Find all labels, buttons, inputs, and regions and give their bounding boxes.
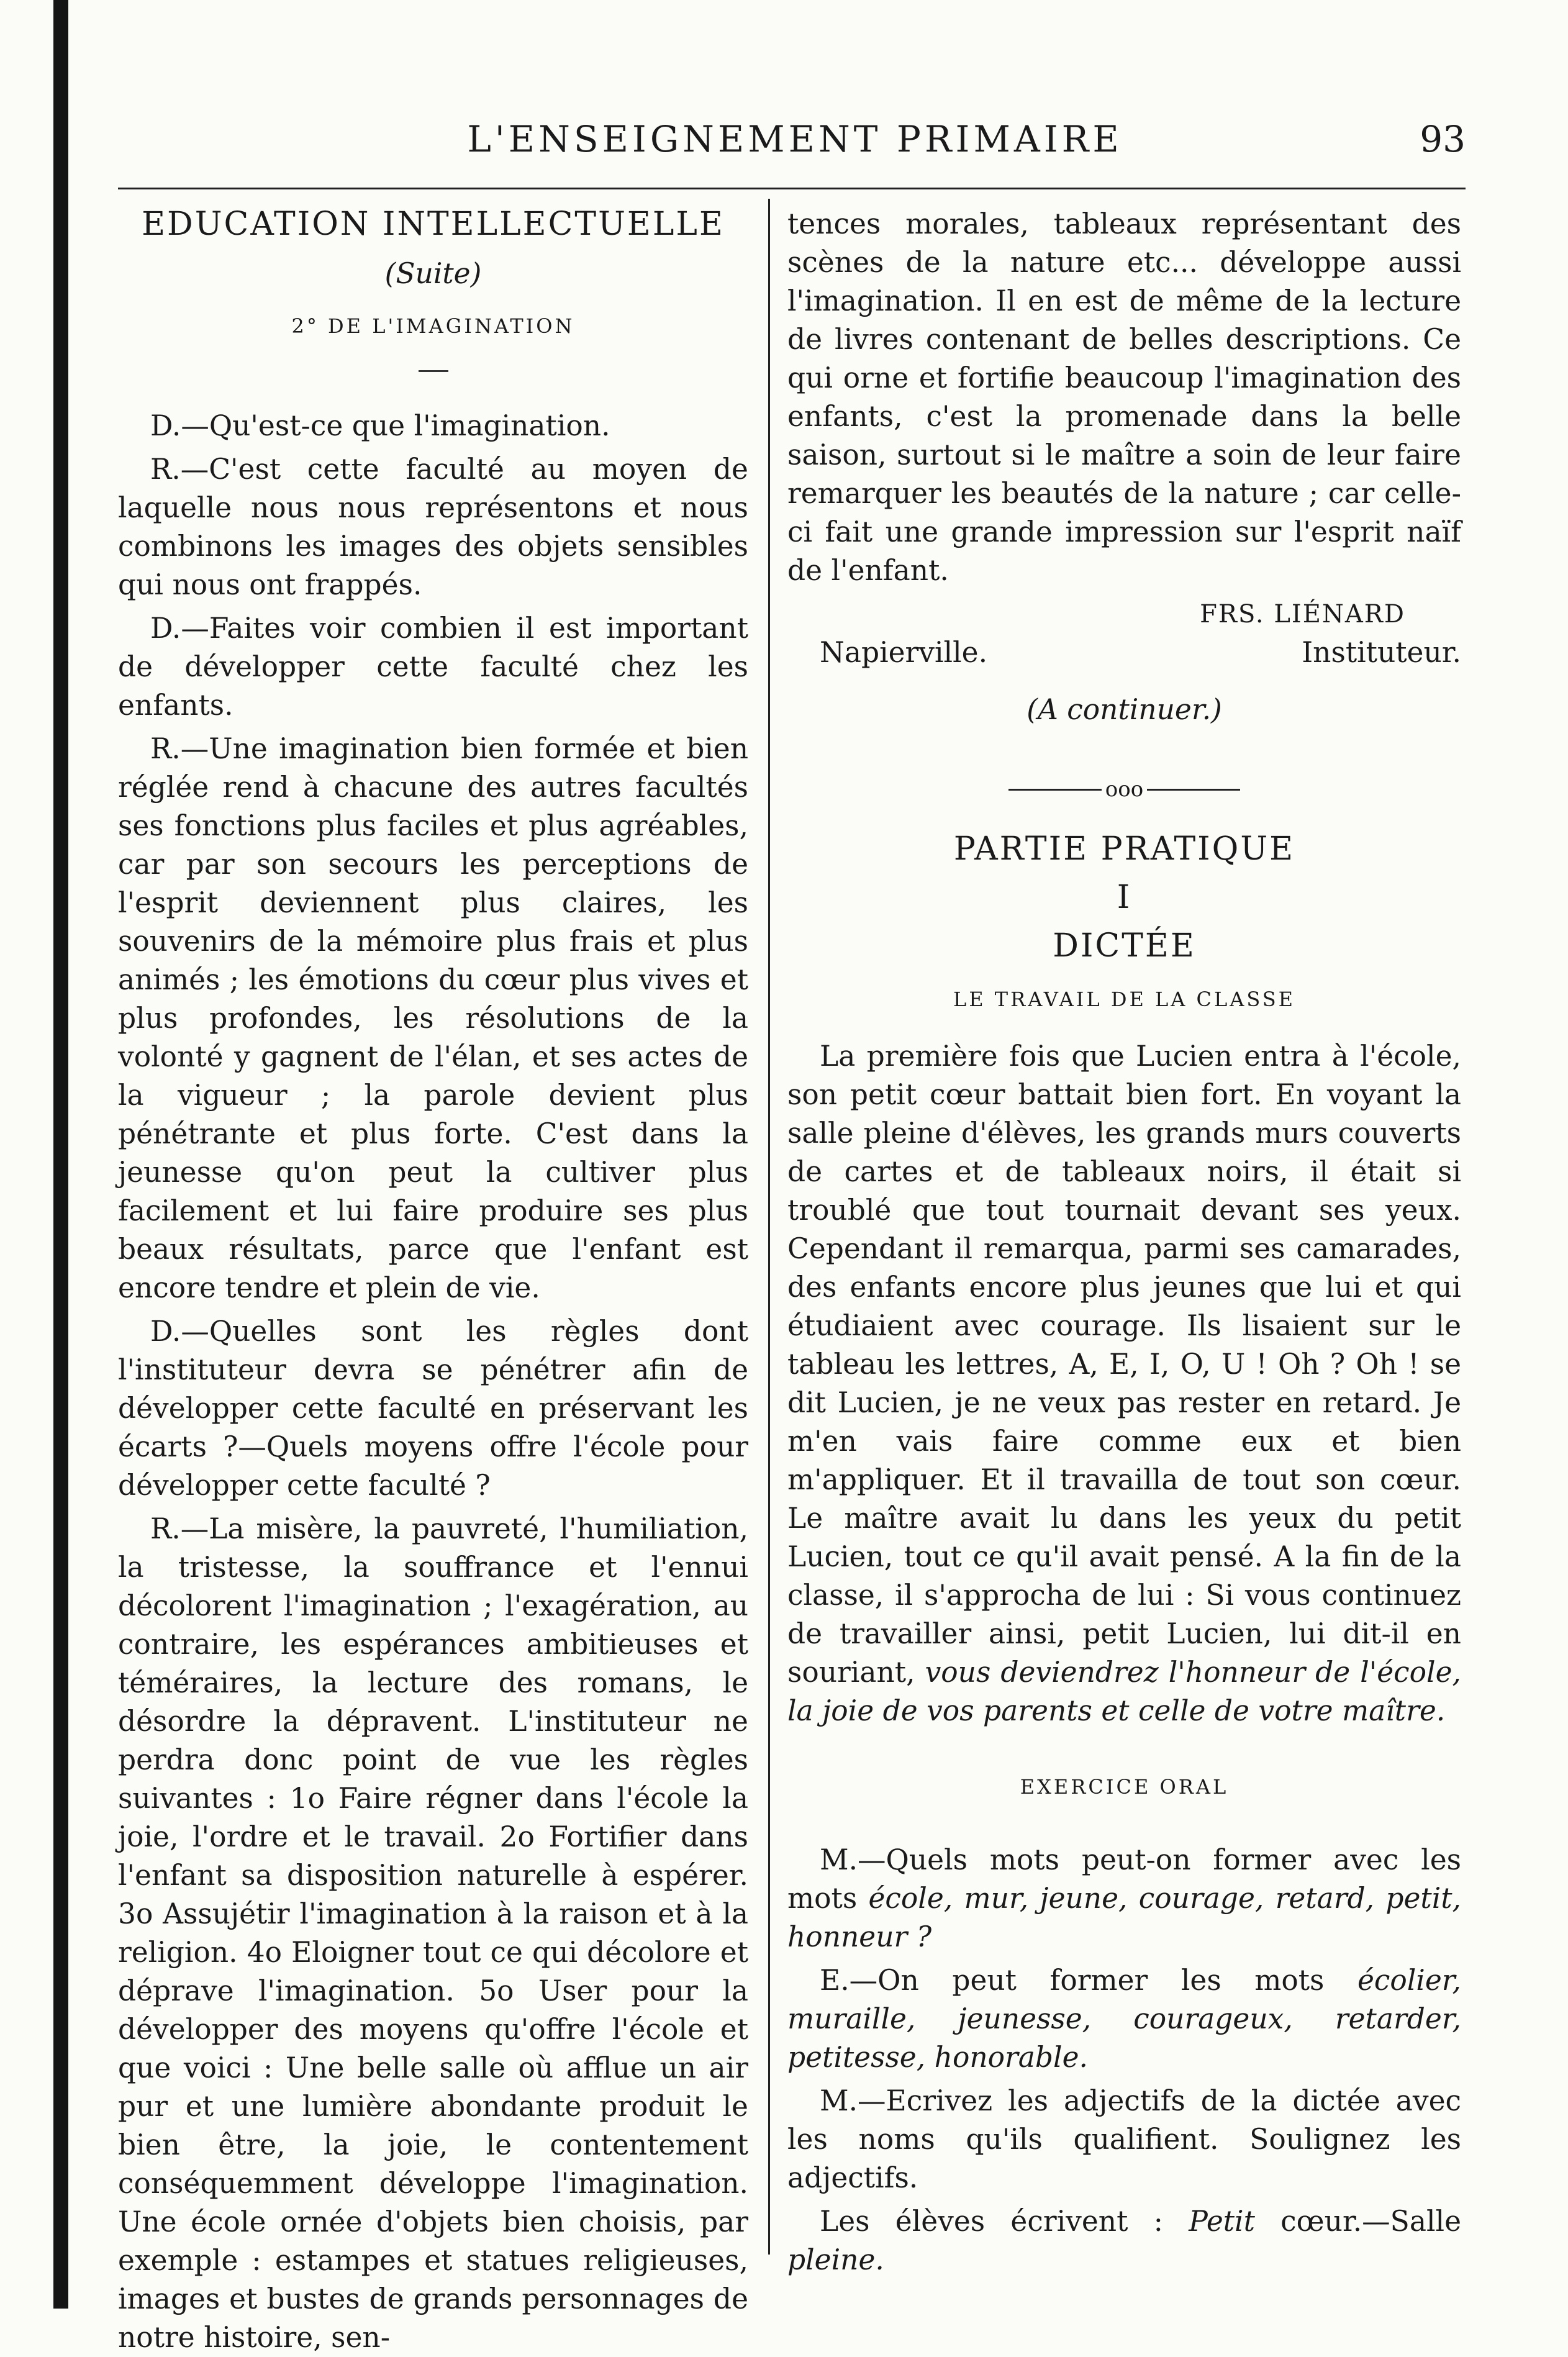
final-word-1: Petit — [1189, 2205, 1255, 2238]
a-continuer: (A continuer.) — [1026, 693, 1222, 726]
dictee-text: La première fois que Lucien entra à l'école, son petit cœur battait bien fort. En voyant la salle pleine d'élèves, les grands murs couverts de cartes et de tableaux noirs, il était si troublé que tout tournait devant ses yeux. Cependant il remarqua, parmi ses camarades, des enfants encore plus jeunes que lui et qui étudiaient avec courage. Ils lisaient sur le tableau les lettres, A, E, I, O, U ! Oh ? Oh ! se dit Lucien, je ne veux pas rester en retard. Je m'en vais faire comme eux et bien m'appliquer. Et il travailla de tout son cœur. Le maître avait lu dans les yeux du petit Lucien, tout ce qu'il avait pensé. A la fin de la classe, il s'approcha de lui : Si vous continuez de travailler ainsi, petit Lucien, lui dit-il en souriant, — [787, 1040, 1461, 1689]
question-2: M.—Ecrivez les adjectifs de la dictée avec les noms qu'ils qualifient. Soulignez les adjectifs. — [787, 2084, 1461, 2194]
signature-place: Napierville. — [820, 636, 988, 669]
question-1-text: M.—Quels mots peut-on former avec les mots — [787, 1843, 1461, 1915]
dictee-paragraph — [787, 1037, 1461, 1730]
page-number: 93 — [1420, 118, 1466, 160]
dictee-italic: vous deviendrez l'honneur de l'école, la joie de vos parents et celle de votre maître. — [787, 1656, 1462, 1727]
signature-line — [787, 634, 1461, 672]
ornament-divider — [787, 770, 1461, 809]
continuation-paragraph: tences morales, tableaux représentant des scènes de la nature etc... développe aussi l'imagination. Il en est de même de la lecture de livres contenant de belles descriptions. Ce qui orne et fortifie beaucoup l'imagination des enfants, c'est la promenade dans la belle saison, surtout si le maître a soin de leur faire remarquer les beautés de la nature ; car celle-ci fait une grande impression sur l'esprit naïf de l'enfant. — [787, 207, 1461, 587]
signature-title: Instituteur. — [1302, 636, 1461, 669]
section-title: EDUCATION INTELLECTUELLE — [142, 206, 725, 243]
answer-1-text: E.—On peut former les mots — [820, 1964, 1325, 1997]
final-word-2: pleine. — [787, 2243, 884, 2276]
question-1-words: école, mur, jeune, courage, retard, petit, honneur ? — [787, 1882, 1461, 1953]
final-mid: cœur.—Salle — [1280, 2205, 1461, 2238]
question-1 — [787, 1841, 1461, 1956]
part-number: I — [1117, 879, 1132, 916]
ornament-bar-right — [1147, 789, 1240, 791]
running-title: L'ENSEIGNEMENT PRIMAIRE — [467, 118, 1123, 160]
paragraph: R.—C'est cette faculté au moyen de laquelle nous nous représentons et nous combinons les images des objets sensibles qui nous ont frappés. — [118, 453, 748, 601]
signature — [787, 595, 1461, 672]
left-column — [118, 205, 748, 2357]
dictee-subtitle: LE TRAVAIL DE LA CLASSE — [953, 988, 1296, 1011]
final-line — [787, 2202, 1461, 2279]
paragraph: R.—La misère, la pauvreté, l'humiliation, la tristesse, la souffrance et l'ennui décolorent l'imagination ; l'exagération, au contraire, les espérances ambitieuses et téméraires, la lecture des romans, le désordre la dépravent. L'instituteur ne perdra donc point de vue les règles suivantes : 1o Faire régner dans l'école la joie, l'ordre et le travail. 2o Fortifier dans l'enfant sa disposition naturelle à espérer. 3o Assujétir l'imagination à la raison et à la religion. 4o Eloigner tout ce qui décolore et déprave l'imagination. 5o User pour la développer des moyens qu'offre l'école et que voici : Une belle salle où afflue un air pur et une lumière abondante produit le bien être, la joie, le contentement conséquemment développe l'imagination. Une école ornée d'objets bien choisis, par exemple : estampes et statues religieuses, images et bustes de grands personnages de notre histoire, sen- — [118, 1512, 748, 2354]
signature-name: FRS. LIÉNARD — [1200, 600, 1405, 629]
part-title: PARTIE PRATIQUE — [953, 830, 1295, 868]
paragraph: R.—Une imagination bien formée et bien réglée rend à chacune des autres facultés ses fonctions plus faciles et plus agréables, car par son secours les perceptions de l'esprit deviennent plus claires, les souvenirs de la mémoire plus frais et plus animés ; les émotions du cœur plus vives et plus profondes, les résolutions de la volonté y gagnent de l'élan, et ses actes de la vigueur ; la parole devient plus pénétrante et plus forte. C'est dans la jeunesse qu'on peut la cultiver plus facilement et lui faire produire ses plus beaux résultats, parce que l'enfant est encore tendre et plein de vie. — [118, 732, 748, 1304]
answer-1 — [787, 1961, 1461, 2077]
ornament-bar-left — [1008, 789, 1102, 791]
answer-1-words: écolier, muraille, jeunesse, courageux, retarder, petitesse, honorable. — [787, 1964, 1461, 2074]
ornament-text: ooo — [1105, 777, 1144, 802]
subsection-title: 2° DE L'IMAGINATION — [291, 314, 575, 338]
right-column — [787, 205, 1461, 2279]
binding-edge — [53, 0, 68, 2309]
final-prefix: Les élèves écrivent : — [820, 2205, 1163, 2238]
short-rule — [419, 370, 448, 372]
exercise-title: EXERCICE ORAL — [1020, 1775, 1229, 1799]
running-head — [124, 118, 1466, 168]
paragraph: D.—Qu'est-ce que l'imagination. — [150, 409, 610, 442]
dictee-title: DICTÉE — [1053, 927, 1196, 965]
header-rule — [118, 188, 1466, 189]
suite-label: (Suite) — [384, 257, 482, 290]
paragraph: D.—Quelles sont les règles dont l'instituteur devra se pénétrer afin de développer cette faculté en préservant les écarts ?—Quels moyens offre l'école pour développer cette faculté ? — [118, 1315, 748, 1502]
paragraph: D.—Faites voir combien il est important de développer cette faculté chez les enfants. — [118, 612, 748, 722]
column-rule — [768, 199, 770, 2255]
